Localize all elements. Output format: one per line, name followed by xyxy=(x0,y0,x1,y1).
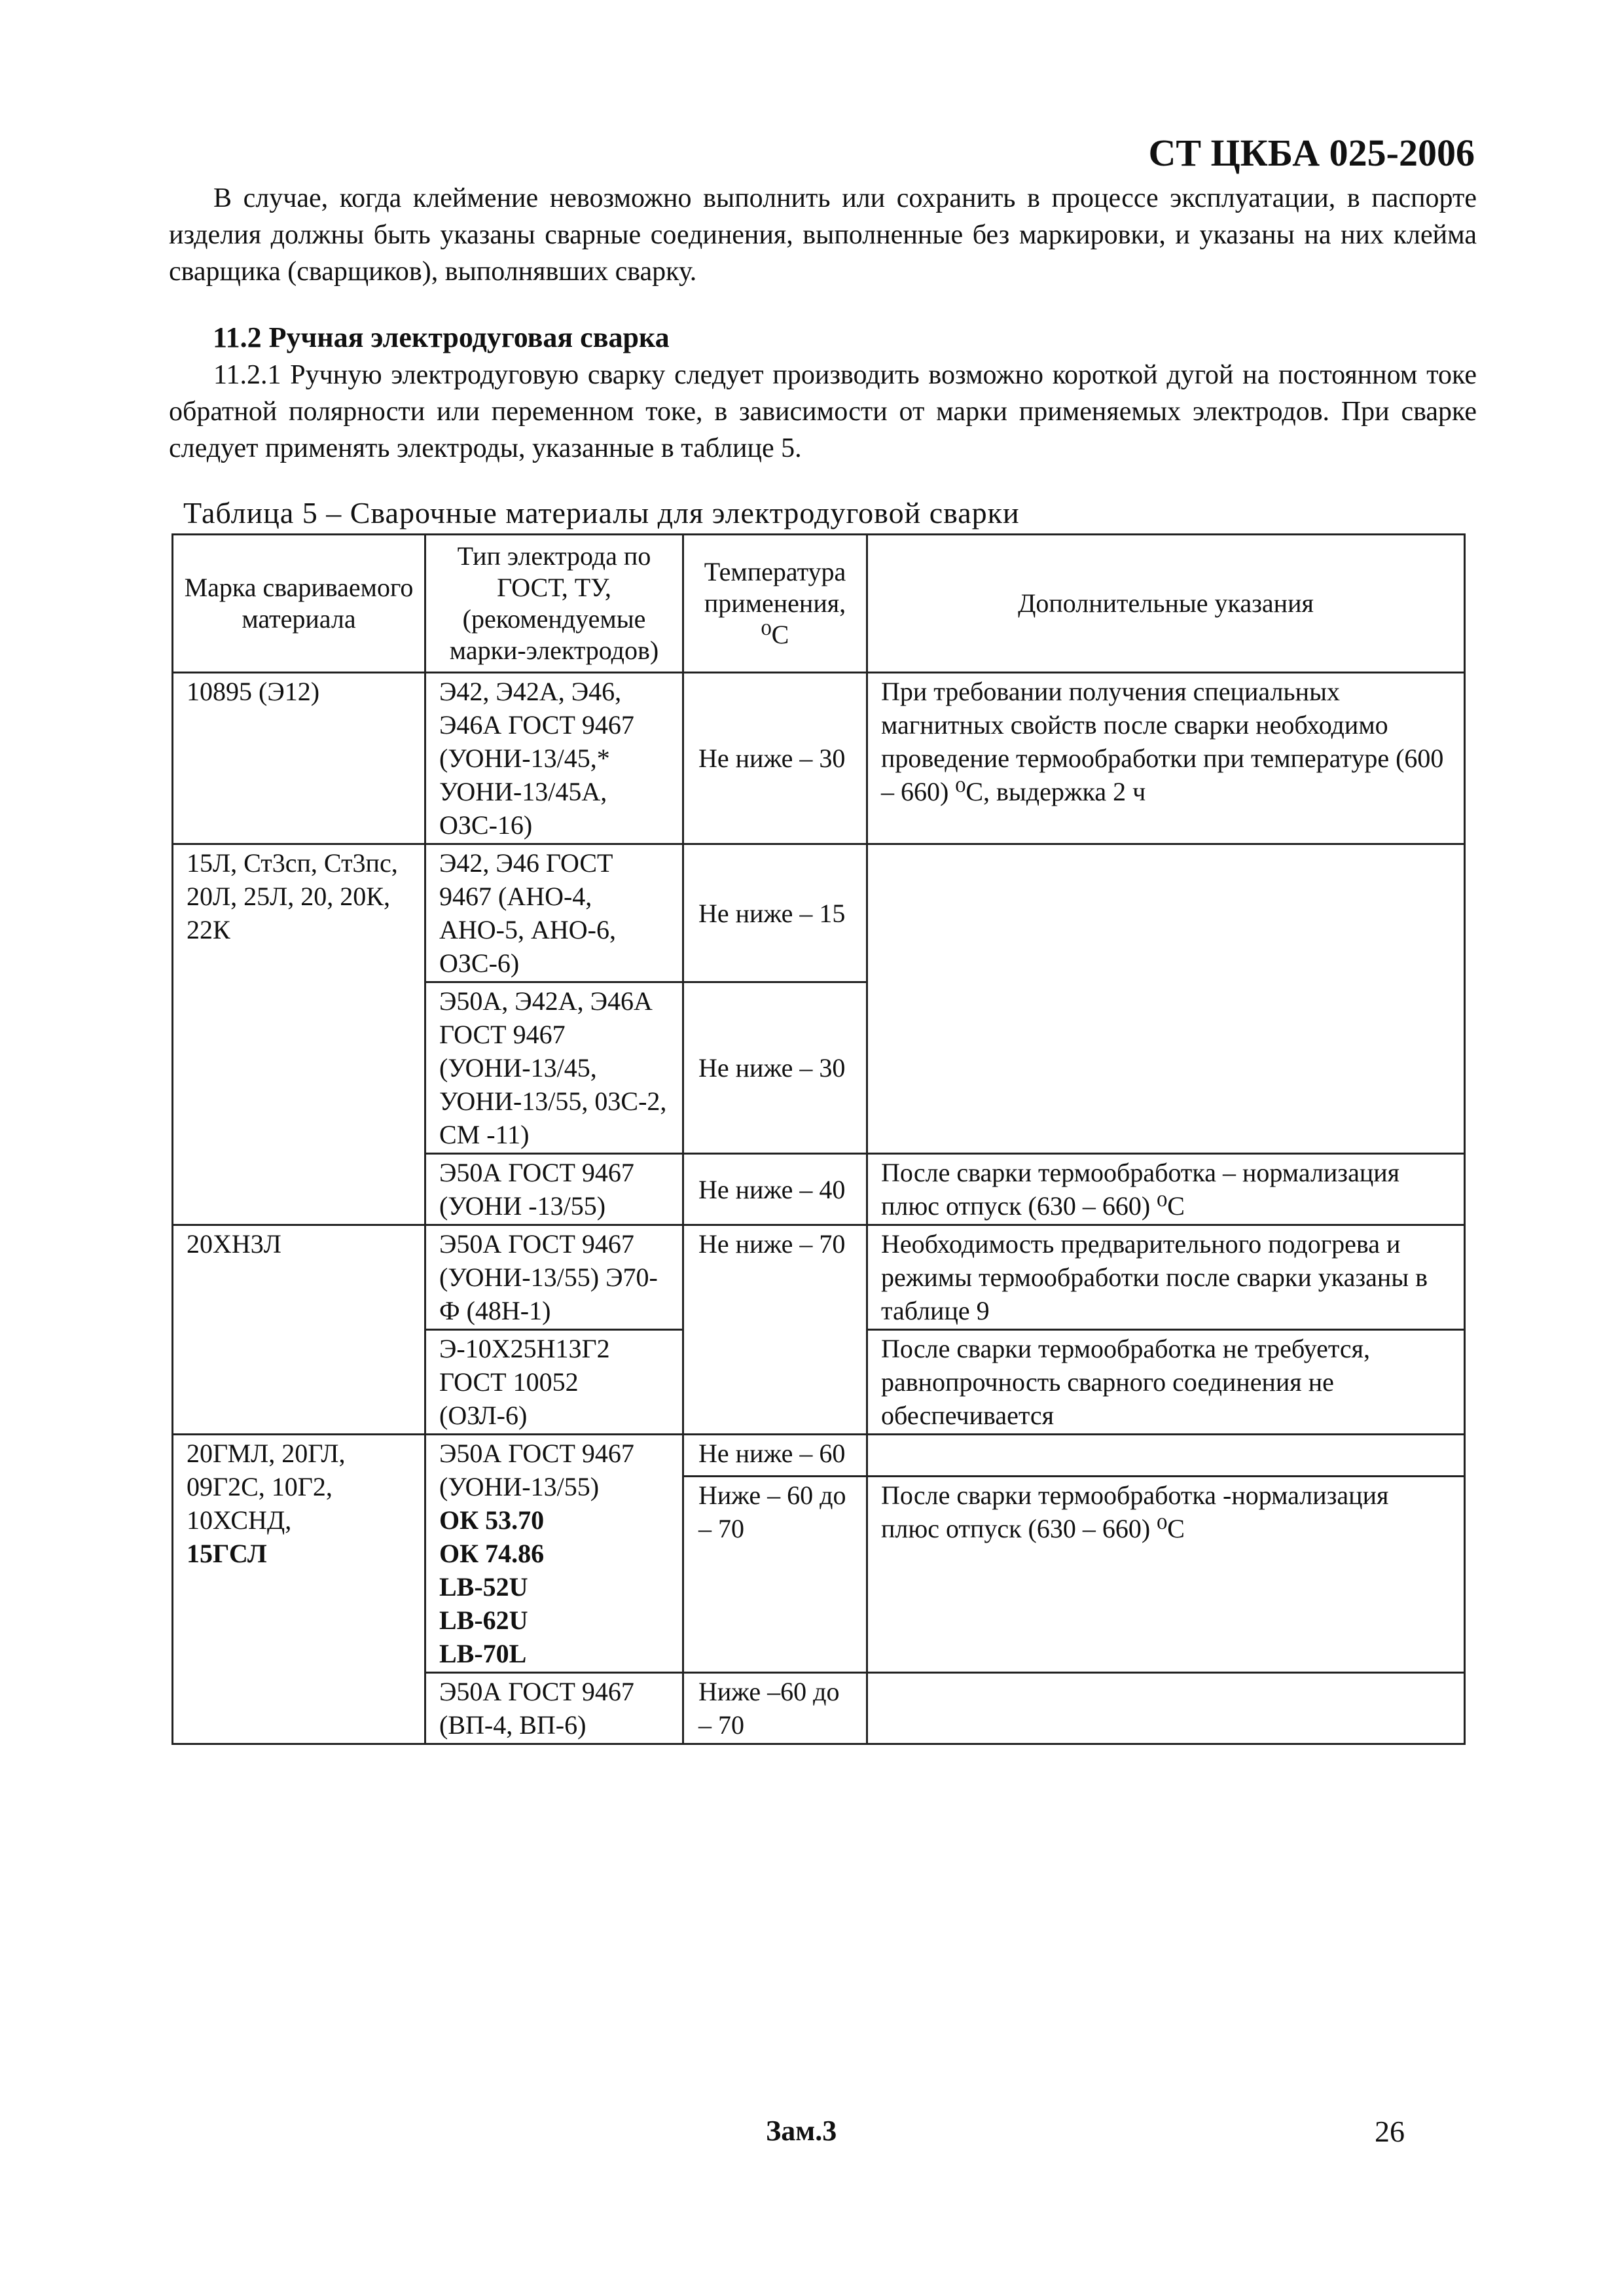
header-electrode: Тип электрода по ГОСТ, ТУ, (рекомендуемые марки-электродов) xyxy=(425,535,683,673)
cell-material: 15Л, Ст3сп, Ст3пс, 20Л, 25Л, 20, 20К, 22К xyxy=(173,844,425,1225)
section-title: 11.2 Ручная электродуговая сварка xyxy=(213,321,670,353)
cell-temperature: Не ниже – 60 xyxy=(683,1435,867,1477)
cell-temperature: Не ниже – 30 xyxy=(683,673,867,844)
cell-notes: При требовании получения специальных магнитных свойств после сварки необходимо проведение термообработки при температуре (600 – 660) ⁰С, выдержка 2 ч xyxy=(867,673,1465,844)
cell-electrode: Э50А ГОСТ 9467 (ВП-4, ВП-6) xyxy=(425,1673,683,1744)
cell-material: 20ХН3Л xyxy=(173,1225,425,1435)
cell-electrode: Э50А, Э42А, Э46А ГОСТ 9467 (УОНИ-13/45, УОНИ-13/55, 03С-2, СМ -11) xyxy=(425,982,683,1154)
cell-electrode: Э-10Х25Н13Г2 ГОСТ 10052 (ОЗЛ-6) xyxy=(425,1330,683,1435)
cell-electrode: Э42, Э42А, Э46, Э46А ГОСТ 9467 (УОНИ-13/45,* УОНИ-13/45А, ОЗС-16) xyxy=(425,673,683,844)
welding-materials-table xyxy=(171,533,1466,1745)
cell-notes: После сварки термообработка -нормализация плюс отпуск (630 – 660) ⁰С xyxy=(867,1477,1465,1673)
electrode-bold: LB-70L xyxy=(439,1639,527,1668)
cell-material: 20ГМЛ, 20ГЛ, 09Г2С, 10Г2, 10ХСНД, 15ГСЛ xyxy=(173,1435,425,1744)
cell-electrode: Э50А ГОСТ 9467 (УОНИ -13/55) xyxy=(425,1154,683,1225)
cell-temperature: Не ниже – 30 xyxy=(683,982,867,1154)
cell-notes: После сварки термообработка не требуется, равнопрочность сварного соединения не обеспечивается xyxy=(867,1330,1465,1435)
cell-notes xyxy=(867,1435,1465,1477)
header-notes: Дополнительные указания xyxy=(867,535,1465,673)
table-caption: Таблица 5 – Сварочные материалы для электродуговой сварки xyxy=(183,496,1020,529)
cell-notes xyxy=(867,1673,1465,1744)
electrode-bold: ОК 74.86 xyxy=(439,1539,545,1568)
electrode-bold: LB-52U xyxy=(439,1572,528,1602)
cell-notes: Необходимость предварительного подогрева и режимы термообработки после сварки указаны в таблице 9 xyxy=(867,1225,1465,1330)
cell-notes xyxy=(867,844,1465,1154)
material-bold: 15ГСЛ xyxy=(187,1539,267,1568)
section-paragraph: 11.2.1 Ручную электродуговую сварку следует производить возможно короткой дугой на постоянном токе обратной полярности или переменном токе, в зависимости от марки применяемых электродов. При сварке следует применять электроды, указанные в таблице 5. xyxy=(169,360,1477,463)
document-code: СТ ЦКБА 025-2006 xyxy=(1148,132,1475,174)
table-row xyxy=(173,673,1465,844)
cell-temperature: Не ниже – 70 xyxy=(683,1225,867,1435)
table-row xyxy=(173,844,1465,982)
header-material: Марка свариваемого материала xyxy=(173,535,425,673)
table-row xyxy=(173,1225,1465,1330)
cell-temperature: Ниже –60 до – 70 xyxy=(683,1673,867,1744)
cell-electrode: Э50А ГОСТ 9467 (УОНИ-13/55) ОК 53.70 ОК 74.86 LB-52U LB-62U LB-70L xyxy=(425,1435,683,1673)
cell-temperature: Ниже – 60 до – 70 xyxy=(683,1477,867,1673)
table-row xyxy=(173,1435,1465,1477)
revision-mark: Зам.3 xyxy=(766,2115,837,2147)
cell-electrode: Э42, Э46 ГОСТ 9467 (АНО-4, АНО-5, АНО-6, ОЗС-6) xyxy=(425,844,683,982)
cell-temperature: Не ниже – 40 xyxy=(683,1154,867,1225)
header-temperature: Температура применения, ⁰С xyxy=(683,535,867,673)
cell-electrode: Э50А ГОСТ 9467 (УОНИ-13/55) Э70-Ф (48Н-1) xyxy=(425,1225,683,1330)
intro-paragraph: В случае, когда клеймение невозможно выполнить или сохранить в процессе эксплуатации, в паспорте изделия должны быть указаны сварные соединения, выполненные без маркировки, и указаны на них клейма сварщика (сварщиков), выполнявших сварку. xyxy=(169,183,1477,287)
electrode-bold: ОК 53.70 xyxy=(439,1505,545,1535)
electrode-bold: LB-62U xyxy=(439,1605,528,1635)
page-number: 26 xyxy=(1375,2115,1405,2148)
cell-notes: После сварки термообработка – нормализация плюс отпуск (630 – 660) ⁰С xyxy=(867,1154,1465,1225)
table-header-row xyxy=(173,535,1465,673)
cell-material: 10895 (Э12) xyxy=(173,673,425,844)
cell-temperature: Не ниже – 15 xyxy=(683,844,867,982)
